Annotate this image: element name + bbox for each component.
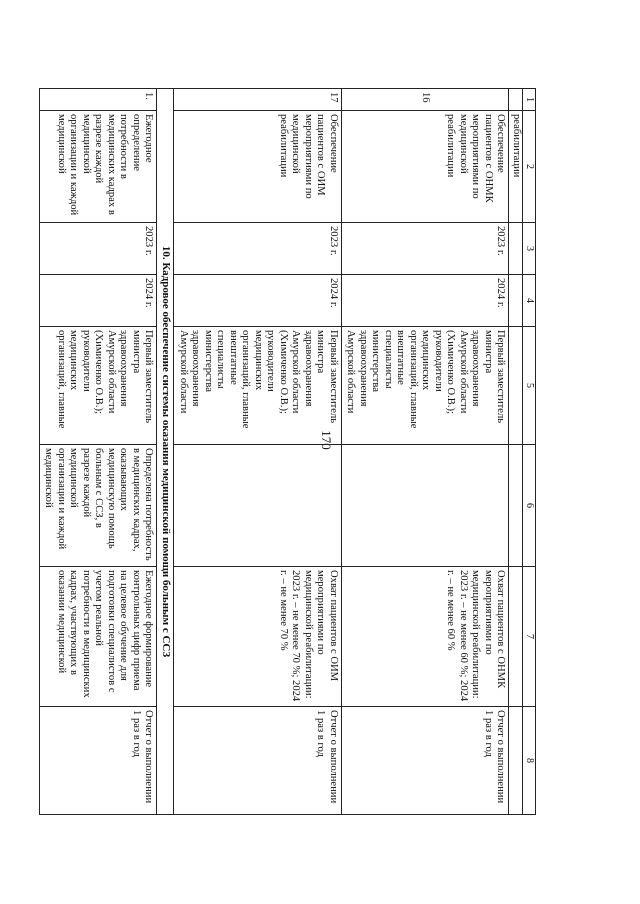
table-cell <box>509 275 523 327</box>
table-row <box>342 89 510 815</box>
header-cell: 2 <box>523 111 536 223</box>
header-row <box>523 89 536 815</box>
rotated-table-page <box>43 88 536 814</box>
header-cell: 6 <box>523 445 536 567</box>
row-number: 1. <box>40 89 158 111</box>
row-number: 17 <box>174 89 342 111</box>
plan-table <box>39 88 536 815</box>
table-cell: реабилитации <box>509 111 523 223</box>
table-cell <box>509 445 523 567</box>
header-cell: 1 <box>523 89 536 111</box>
end-cell: 2024 г. <box>174 275 342 327</box>
header-cell: 8 <box>523 707 536 815</box>
responsible-cell: Первый заместитель министра здравоохранения Амурской области (Химиченко О.В.); руководители медицинских организаций, главные внештатные специалисты министерства здравоохранения Амурской области <box>174 327 342 445</box>
result-cell: Охват пациентов с ОИМ мероприятиями по медицинской реабилитации: 2023 г. – не менее 70 %; 2024 г. – не менее 70 % <box>174 567 342 707</box>
characteristic-cell <box>342 445 510 567</box>
table-cell <box>509 223 523 275</box>
table-cell <box>509 567 523 707</box>
end-cell: 2024 г. <box>342 275 510 327</box>
control-cell: Отчет о выполнении 1 раз в год <box>342 707 510 815</box>
responsible-cell: Первый заместитель министра здравоохранения Амурской области (Химиченко О.В.); руководители медицинских организаций, главные <box>40 327 158 445</box>
event-cell: Обеспечение пациентов с ОИМ мероприятиями по медицинской реабилитации <box>174 111 342 223</box>
start-cell: 2023 г. <box>174 223 342 275</box>
table-cell <box>509 327 523 445</box>
start-cell: 2023 г. <box>342 223 510 275</box>
row-number: 16 <box>342 89 510 111</box>
table-row <box>40 89 158 815</box>
responsible-cell: Первый заместитель министра здравоохранения Амурской области (Химиченко О.В.); руководители медицинских организаций, главные внештатные специалисты министерства здравоохранения Амурской области <box>342 327 510 445</box>
table-cell <box>509 89 523 111</box>
header-cell: 3 <box>523 223 536 275</box>
section-row <box>157 89 174 815</box>
header-cell: 7 <box>523 567 536 707</box>
section-title: 10. Кадровое обеспечение системы оказания медицинской помощи больным с ССЗ <box>157 89 174 815</box>
header-cell: 5 <box>523 327 536 445</box>
page-number: 170 <box>318 430 334 450</box>
header-cell: 4 <box>523 275 536 327</box>
start-cell: 2023 г. <box>40 223 158 275</box>
characteristic-cell <box>174 445 342 567</box>
control-cell: Отчет о выполнении 1 раз в год <box>40 707 158 815</box>
table-cell <box>509 707 523 815</box>
event-cell: Ежегодное определение потребности в медицинских кадрах в разрезе каждой медицинской организации и каждой медицинской <box>40 111 158 223</box>
control-cell: Отчет о выполнении 1 раз в год <box>174 707 342 815</box>
end-cell: 2024 г. <box>40 275 158 327</box>
result-cell: Охват пациентов с ОНМК мероприятиями по медицинской реабилитации: 2023 г. – не менее 60 %; 2024 г. – не менее 60 % <box>342 567 510 707</box>
event-cell: Обеспечение пациентов с ОНМК мероприятиями по медицинской реабилитации <box>342 111 510 223</box>
continuation-row <box>509 89 523 815</box>
table-row <box>174 89 342 815</box>
characteristic-cell: Определена потребность в медицинских кадрах, оказывающих медицинскую помощь больным с ССЗ, в разрезе каждой медицинской организации и каждой медицинской <box>40 445 158 567</box>
result-cell: Ежегодное формирование контрольных цифр приема на целевое обучение для подготовки специалистов с учетом реальной потребности в медицинских кадрах, участвующих в оказании медицинской <box>40 567 158 707</box>
